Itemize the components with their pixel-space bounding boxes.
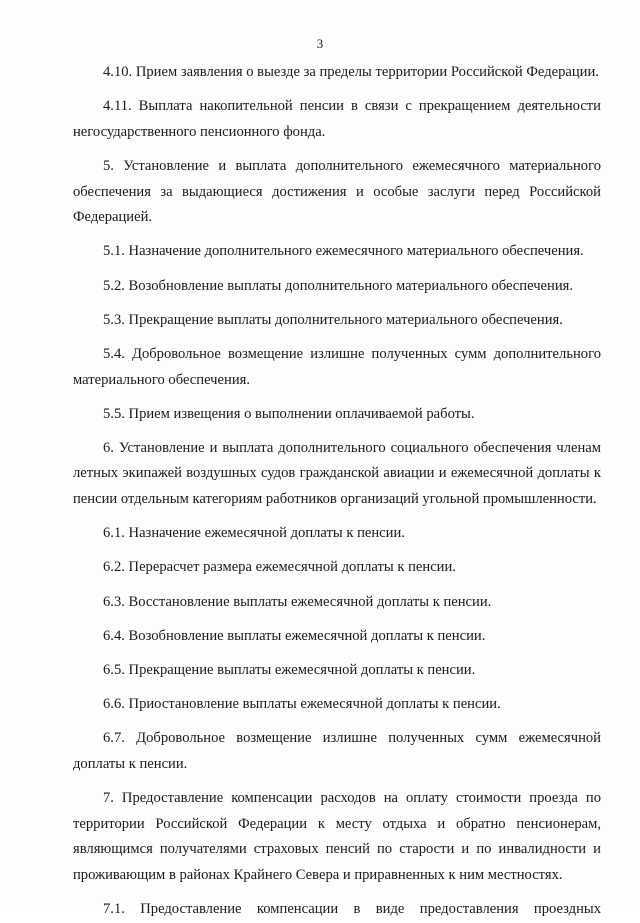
paragraph-6-5: 6.5. Прекращение выплаты ежемесячной доплаты к пенсии.	[103, 662, 476, 678]
paragraph-5-5: 5.5. Прием извещения о выполнении оплачиваемой работы.	[103, 405, 475, 422]
paragraph-6-3: 6.3. Восстановление выплаты ежемесячной доплаты к пенсии.	[103, 593, 492, 610]
paragraph-6-4: 6.4. Возобновление выплаты ежемесячной доплаты к пенсии.	[103, 627, 486, 644]
paragraph-6-2: 6.2. Перерасчет размера ежемесячной доплаты к пенсии.	[103, 559, 456, 576]
paragraph-7: 7. Предоставление компенсации расходов на оплату стоимости проезда по территории Российской Федерации к месту отдыха и обратно пенсионерам, являющимся получателями страховых пенсий по старости и по инвалидности и проживающим в районах Крайнего Севера и приравненных к ним местностях.	[73, 790, 601, 883]
paragraph-4-11: 4.11. Выплата накопительной пенсии в связи с прекращением деятельности негосударственного пенсионного фонда.	[73, 98, 601, 140]
paragraph-5: 5. Установление и выплата дополнительного ежемесячного материального обеспечения за выдающиеся достижения и особые заслуги перед Российской Федерацией.	[73, 157, 601, 226]
paragraph-7-1: 7.1. Предоставление компенсации в виде предоставления проездных	[103, 901, 601, 918]
document-body	[73, 60, 601, 923]
paragraph-6: 6. Установление и выплата дополнительного социального обеспечения членам летных экипажей воздушных судов гражданской авиации и ежемесячной доплаты к пенсии отдельным категориям работников организаций угольной промышленности.	[73, 439, 601, 508]
paragraph-4-10: 4.10. Прием заявления о выезде за пределы территории Российской Федерации.	[103, 64, 599, 80]
paragraph-5-1: 5.1. Назначение дополнительного ежемесячного материального обеспечения.	[103, 243, 584, 260]
paragraph-6-7: 6.7. Добровольное возмещение излишне полученных сумм ежемесячной доплаты к пенсии.	[73, 730, 601, 772]
paragraph-6-1: 6.1. Назначение ежемесячной доплаты к пенсии.	[103, 525, 405, 542]
paragraph-5-3: 5.3. Прекращение выплаты дополнительного материального обеспечения.	[103, 311, 563, 328]
paragraph-6-6: 6.6. Приостановление выплаты ежемесячной доплаты к пенсии.	[103, 696, 501, 713]
paragraph-5-4: 5.4. Добровольное возмещение излишне полученных сумм дополнительного материального обеспечения.	[73, 345, 601, 388]
page-number: 3	[316, 36, 324, 51]
paragraph-5-2: 5.2. Возобновление выплаты дополнительного материального обеспечения.	[103, 277, 573, 294]
